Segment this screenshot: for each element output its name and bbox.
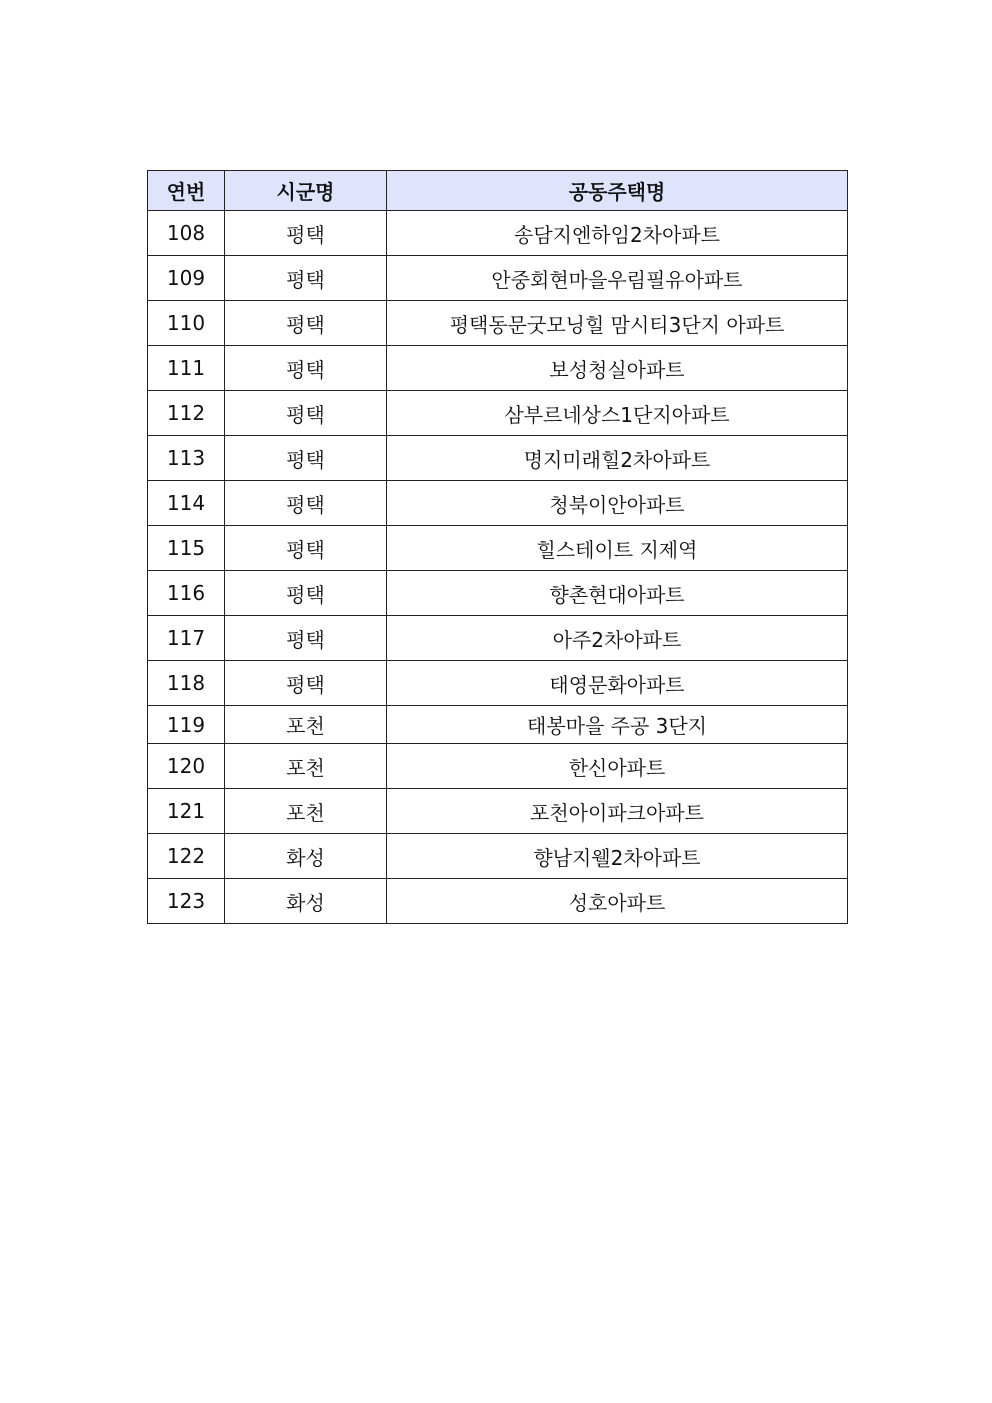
cell-housing-name: 향촌현대아파트 bbox=[387, 571, 848, 616]
cell-city-name: 포천 bbox=[225, 706, 387, 744]
cell-city-name: 평택 bbox=[225, 256, 387, 301]
cell-serial-number: 117 bbox=[148, 616, 225, 661]
cell-serial-number: 114 bbox=[148, 481, 225, 526]
cell-city-name: 평택 bbox=[225, 616, 387, 661]
cell-serial-number: 113 bbox=[148, 436, 225, 481]
cell-housing-name: 한신아파트 bbox=[387, 744, 848, 789]
cell-city-name: 평택 bbox=[225, 481, 387, 526]
header-row bbox=[148, 171, 848, 211]
table-row bbox=[148, 571, 848, 616]
cell-city-name: 평택 bbox=[225, 301, 387, 346]
cell-housing-name: 안중회현마을우림필유아파트 bbox=[387, 256, 848, 301]
cell-city-name: 화성 bbox=[225, 834, 387, 879]
cell-serial-number: 115 bbox=[148, 526, 225, 571]
cell-housing-name: 명지미래힐2차아파트 bbox=[387, 436, 848, 481]
cell-housing-name: 태영문화아파트 bbox=[387, 661, 848, 706]
cell-housing-name: 보성청실아파트 bbox=[387, 346, 848, 391]
table-row bbox=[148, 744, 848, 789]
cell-housing-name: 향남지웰2차아파트 bbox=[387, 834, 848, 879]
cell-city-name: 평택 bbox=[225, 346, 387, 391]
cell-city-name: 화성 bbox=[225, 879, 387, 924]
cell-city-name: 평택 bbox=[225, 526, 387, 571]
cell-serial-number: 119 bbox=[148, 706, 225, 744]
cell-serial-number: 116 bbox=[148, 571, 225, 616]
apartment-table bbox=[147, 170, 848, 924]
header-housing-name: 공동주택명 bbox=[387, 171, 848, 211]
cell-housing-name: 청북이안아파트 bbox=[387, 481, 848, 526]
cell-housing-name: 성호아파트 bbox=[387, 879, 848, 924]
cell-housing-name: 힐스테이트 지제역 bbox=[387, 526, 848, 571]
table-header bbox=[148, 171, 848, 211]
cell-housing-name: 포천아이파크아파트 bbox=[387, 789, 848, 834]
cell-serial-number: 109 bbox=[148, 256, 225, 301]
table-row bbox=[148, 789, 848, 834]
table-row bbox=[148, 346, 848, 391]
table-row bbox=[148, 211, 848, 256]
table-row bbox=[148, 834, 848, 879]
cell-housing-name: 평택동문굿모닝힐 맘시티3단지 아파트 bbox=[387, 301, 848, 346]
cell-city-name: 평택 bbox=[225, 211, 387, 256]
table-row bbox=[148, 661, 848, 706]
table-row bbox=[148, 301, 848, 346]
header-city-name: 시군명 bbox=[225, 171, 387, 211]
cell-housing-name: 태봉마을 주공 3단지 bbox=[387, 706, 848, 744]
cell-housing-name: 삼부르네상스1단지아파트 bbox=[387, 391, 848, 436]
cell-serial-number: 111 bbox=[148, 346, 225, 391]
cell-city-name: 평택 bbox=[225, 661, 387, 706]
cell-housing-name: 송담지엔하임2차아파트 bbox=[387, 211, 848, 256]
header-serial-number: 연번 bbox=[148, 171, 225, 211]
table-row bbox=[148, 256, 848, 301]
cell-serial-number: 120 bbox=[148, 744, 225, 789]
table-body bbox=[148, 211, 848, 924]
cell-serial-number: 112 bbox=[148, 391, 225, 436]
table-row bbox=[148, 706, 848, 744]
table-row bbox=[148, 526, 848, 571]
table-row bbox=[148, 879, 848, 924]
cell-serial-number: 110 bbox=[148, 301, 225, 346]
cell-city-name: 포천 bbox=[225, 789, 387, 834]
table-row bbox=[148, 391, 848, 436]
cell-city-name: 평택 bbox=[225, 391, 387, 436]
cell-city-name: 평택 bbox=[225, 436, 387, 481]
table-row bbox=[148, 616, 848, 661]
cell-serial-number: 108 bbox=[148, 211, 225, 256]
table-row bbox=[148, 436, 848, 481]
cell-serial-number: 121 bbox=[148, 789, 225, 834]
cell-serial-number: 123 bbox=[148, 879, 225, 924]
cell-housing-name: 아주2차아파트 bbox=[387, 616, 848, 661]
cell-city-name: 평택 bbox=[225, 571, 387, 616]
cell-serial-number: 118 bbox=[148, 661, 225, 706]
cell-city-name: 포천 bbox=[225, 744, 387, 789]
cell-serial-number: 122 bbox=[148, 834, 225, 879]
table-row bbox=[148, 481, 848, 526]
